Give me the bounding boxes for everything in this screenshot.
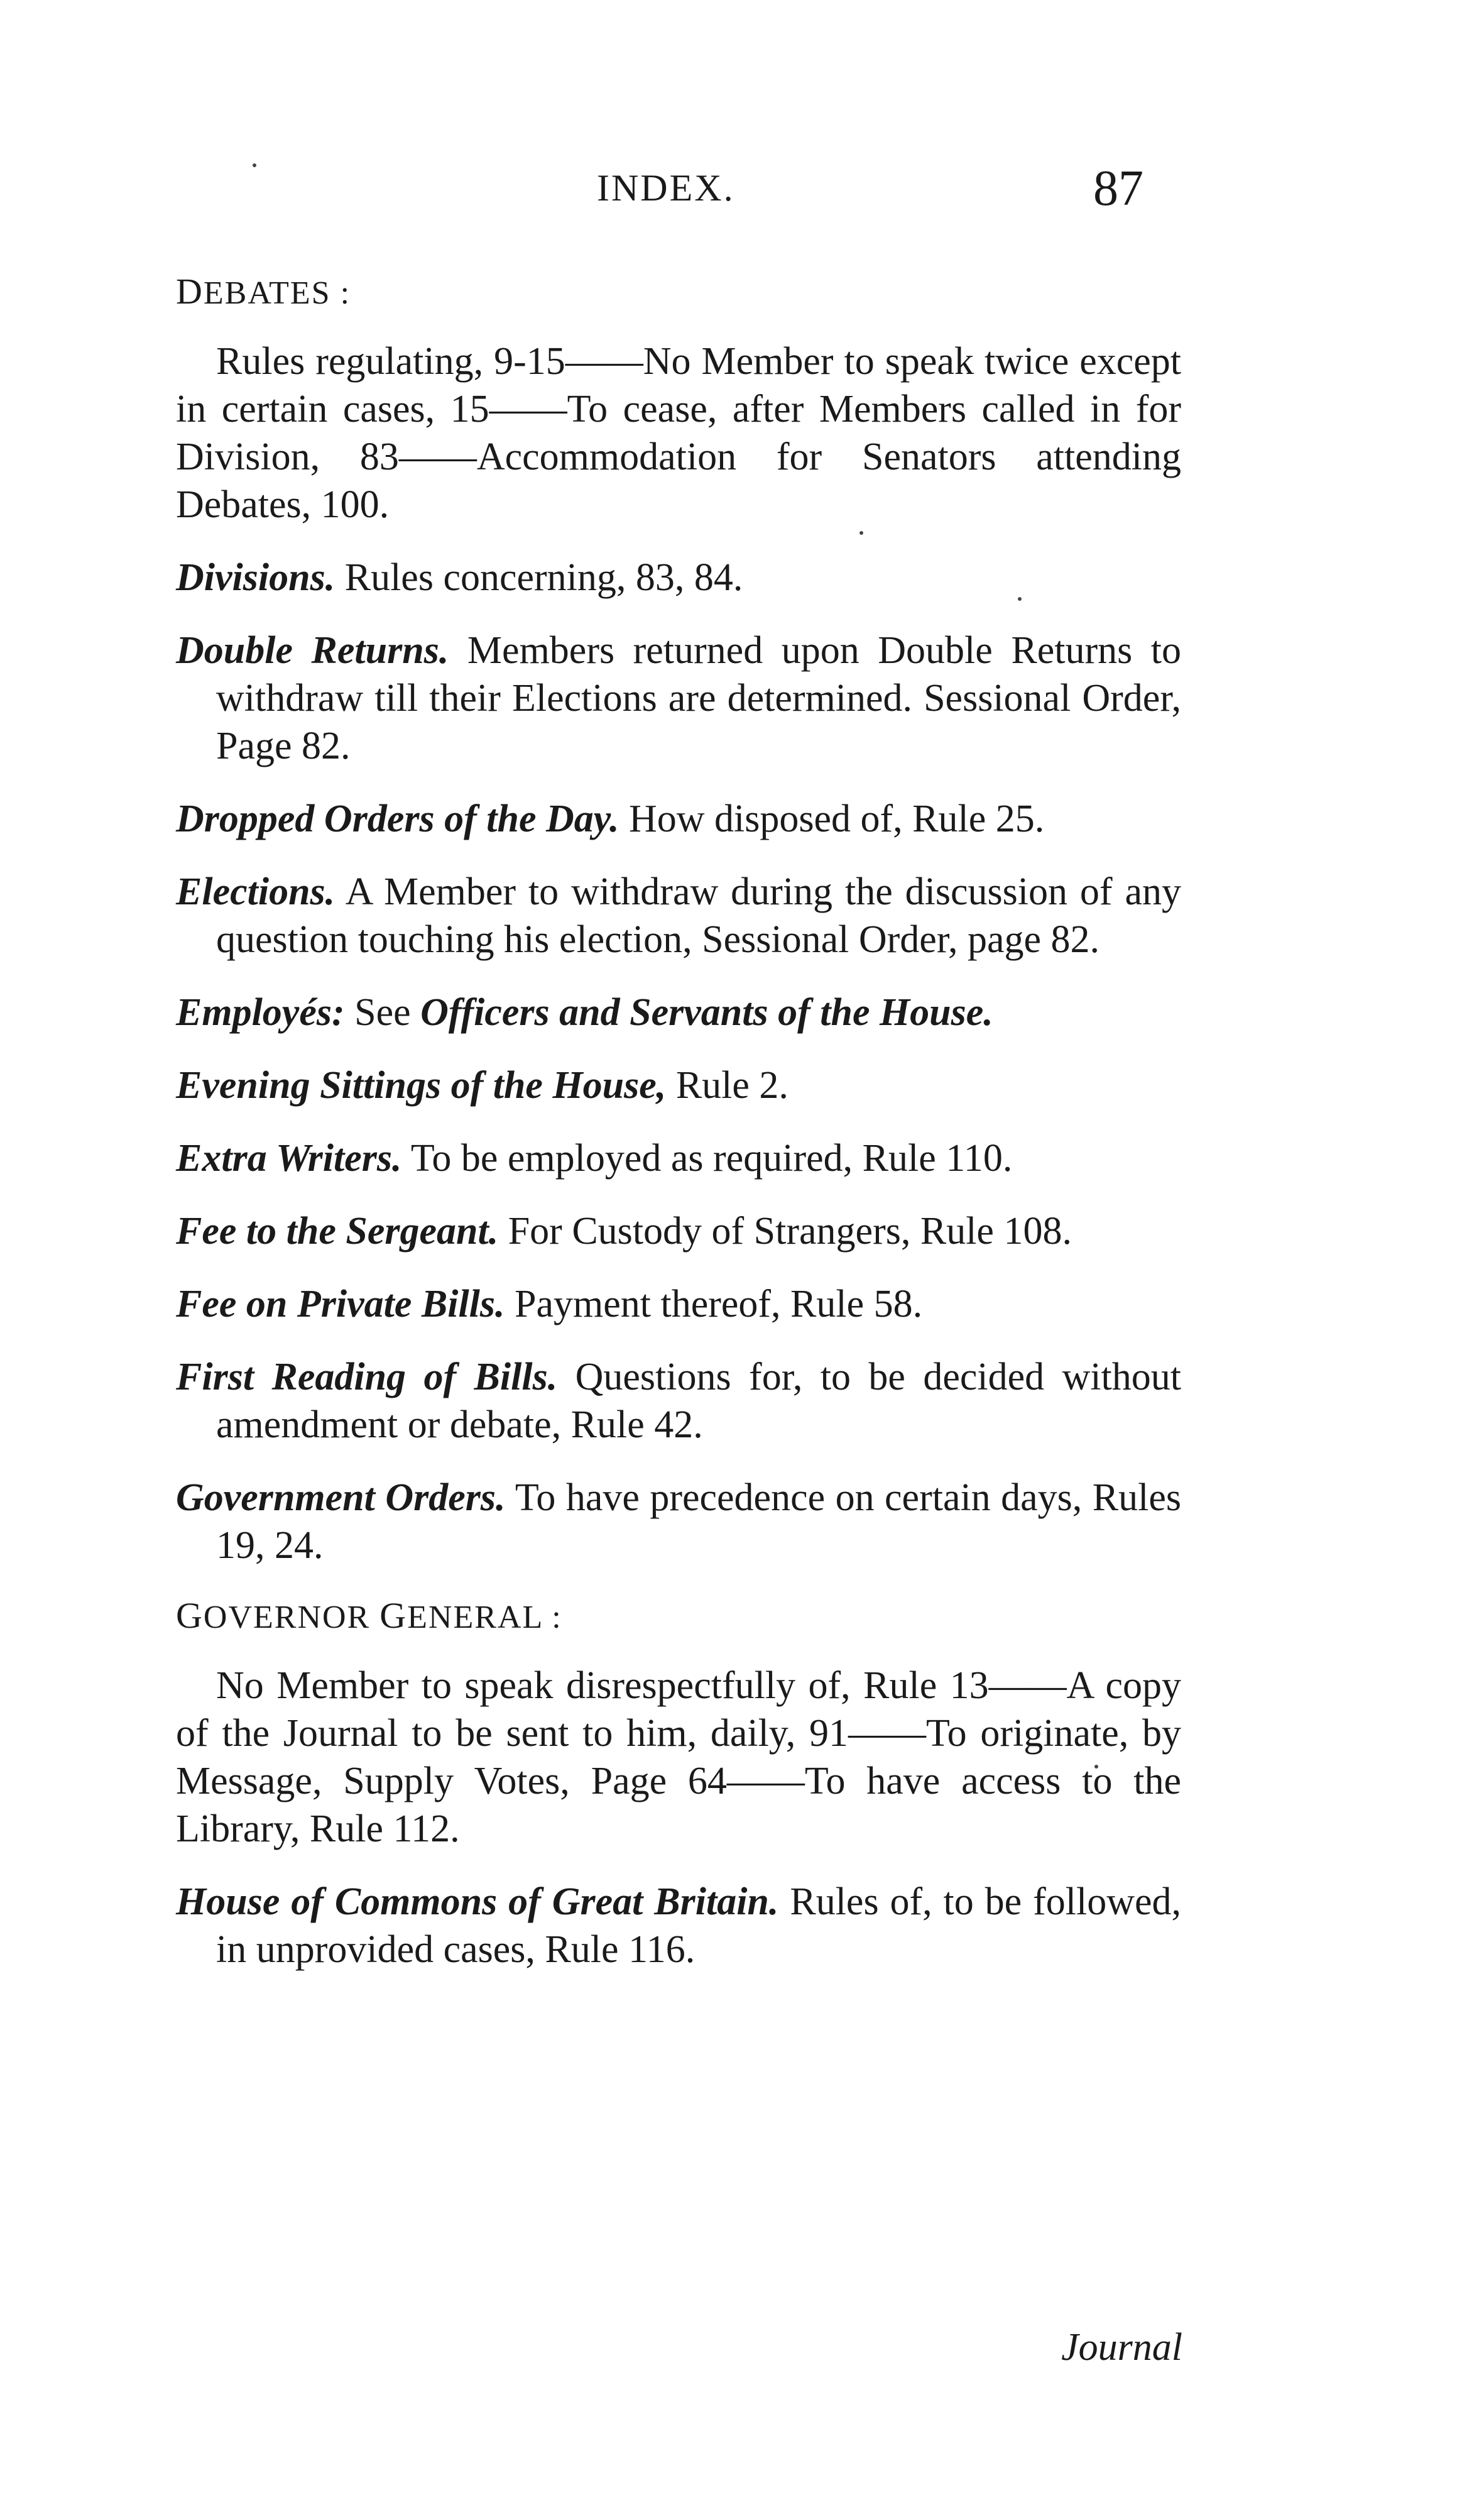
index-entry	[176, 1280, 1181, 1328]
entry-term: Elections.	[176, 870, 336, 913]
section-heading-governor-general: GOVERNOR GENERAL :	[176, 1595, 562, 1636]
index-entry	[176, 554, 1181, 601]
entry-text: For Custody of Strangers, Rule 108.	[508, 1210, 1072, 1253]
entry-text: A Member to withdraw during the discussion of any question touching his election, Sessional Order, page 82.	[216, 870, 1181, 961]
entry-term: Fee to the Sergeant.	[176, 1210, 499, 1253]
index-entry	[176, 989, 1181, 1036]
entry-term: Evening Sittings of the House,	[176, 1064, 667, 1107]
entry-text: Payment thereof, Rule 58.	[515, 1283, 923, 1325]
page-number: 87	[1093, 161, 1143, 216]
entry-term: Extra Writers.	[176, 1137, 402, 1180]
entry-text: Members returned upon Double Returns to withdraw till their Elections are determined. Sessional Order, Page 82.	[216, 629, 1181, 767]
entry-text: How disposed of, Rule 25.	[628, 798, 1045, 840]
index-content	[176, 270, 1181, 1999]
index-entry	[176, 868, 1181, 963]
entry-term: Dropped Orders of the Day.	[176, 798, 619, 840]
entry-cross-reference: Officers and Servants of the House.	[420, 991, 993, 1034]
debates-paragraph: Rules regulating, 9-15——No Member to speak twice except in certain cases, 15——To cease, after Members called in for Division, 83——Accommodation for Senators attending Debates, 100.	[176, 340, 1181, 526]
entry-text: To have precedence on certain days, Rules 19, 24.	[216, 1476, 1181, 1567]
index-entry	[176, 1061, 1181, 1109]
entry-term: House of Commons of Great Britain.	[176, 1880, 779, 1923]
entry-term: Government Orders.	[176, 1476, 506, 1519]
index-entry	[176, 627, 1181, 770]
entry-text: To be employed as required, Rule 110.	[410, 1137, 1013, 1180]
entry-term: Double Returns.	[176, 629, 449, 672]
running-header	[0, 160, 1484, 217]
index-entry	[176, 1878, 1181, 1973]
entry-text: See	[354, 991, 411, 1034]
header-title: INDEX.	[597, 167, 735, 209]
index-entry	[176, 1134, 1181, 1182]
catchword: Journal	[1061, 2326, 1182, 2369]
index-entry	[176, 1474, 1181, 1569]
entry-term: First Reading of Bills.	[176, 1356, 558, 1398]
entry-text: Rule 2.	[675, 1064, 788, 1107]
index-entry	[176, 1353, 1181, 1449]
index-entry	[176, 1207, 1181, 1255]
print-speck	[253, 163, 256, 167]
entry-text: Rules concerning, 83, 84.	[344, 556, 743, 599]
governor-general-paragraph: No Member to speak disrespectfully of, Rule 13——A copy of the Journal to be sent to him, daily, 91——To originate, by Message, Supply Votes, Page 64——To have access to the Library, Rule 112.	[176, 1664, 1181, 1850]
section-heading-debates: DEBATES :	[176, 271, 351, 312]
entry-term: Fee on Private Bills.	[176, 1283, 505, 1325]
entry-text: Questions for, to be decided without amendment or debate, Rule 42.	[216, 1356, 1181, 1446]
entry-term: Employés:	[176, 991, 345, 1034]
index-entry	[176, 795, 1181, 843]
entry-text: Rules of, to be followed, in unprovided cases, Rule 116.	[216, 1880, 1182, 1971]
entry-term: Divisions.	[176, 556, 336, 599]
